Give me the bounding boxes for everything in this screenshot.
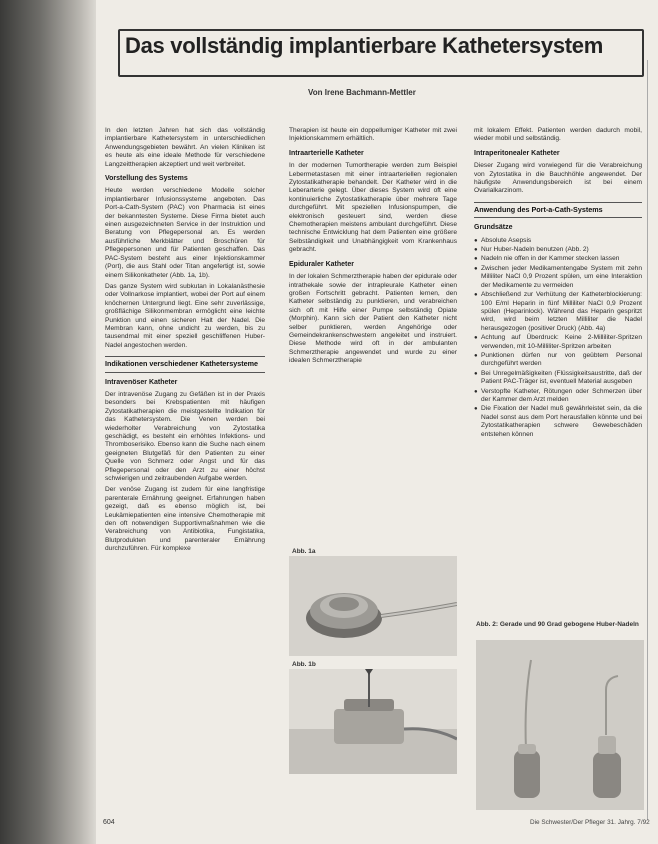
- list-item: ● Nadeln nie offen in der Kammer stecken lassen: [474, 255, 642, 263]
- port-chamber-image: [289, 556, 457, 656]
- article-author: Von Irene Bachmann-Mettler: [308, 88, 416, 97]
- paragraph: Therapien ist heute ein doppellumiger Katheter mit zwei Injektionskammern erhältlich.: [289, 127, 457, 143]
- heading-intravenoes: Intravenöser Katheter: [105, 378, 178, 386]
- figure-2-caption: Abb. 2: Gerade und 90 Grad gebogene Huber-Nadeln: [476, 621, 639, 628]
- paragraph: Der venöse Zugang ist zudem für eine langfristige parenterale Ernährung geeignet. Erfahrungen haben gezeigt, daß es ebenso möglich ist, bei Leukämiepatienten eine intensive Chemotherapie mit den oft notwendigen Supportivmaßnahmen wie die Verabreichung von Antibiotika, Fungistatika, Blutprodukten und parenteraler Ernährung durchzuführen. Für komplexe: [105, 486, 265, 553]
- paragraph: In der modernen Tumortherapie werden zum Beispiel Lebermetastasen mit einer intraarteriellen regionalen Zytostatikatherapie behandelt. Der Katheter wird in die Leberarterie gelegt. Über dieses System wird oft eine kontinuierliche Zytostatikatherapie über mehrere Tage durchgeführt. Mit speziellen Infusionspumpen, die elektronisch gesteuert sind, werden diese Chemotherapien meistens ambulant durchgeführt. Diese technische Entwicklung hat dem Patienten eine größere Selbständigkeit und Unabhängigkeit vom Krankenhaus gebracht.: [289, 162, 457, 254]
- figure-1b-caption: Abb. 1b: [292, 661, 316, 668]
- list-item: ● Verstopfte Katheter, Rötungen oder Schmerzen über der Kammer dem Arzt melden: [474, 388, 642, 405]
- implant-diagram-image: [289, 669, 457, 774]
- principles-list: [474, 237, 642, 439]
- column-1: [105, 127, 265, 557]
- figure-1a-port-photo: [289, 556, 457, 656]
- figure-2-needles-photo: [476, 640, 644, 810]
- list-item: ● Zwischen jeder Medikamentengabe System mit zehn Milliliter NaCl 0,9 Prozent spülen, um eine Interaktion der Medikamente zu vermeiden: [474, 265, 642, 290]
- figure-1a-caption: Abb. 1a: [292, 548, 316, 555]
- heading-grundsaetze: Grundsätze: [474, 224, 513, 232]
- heading-epidural: Epiduraler Katheter: [289, 260, 354, 268]
- list-item: ● Nur Huber-Nadeln benutzen (Abb. 2): [474, 246, 642, 254]
- list-item: ● Die Fixation der Nadel muß gewährleistet sein, da die Nadel sonst aus dem Port herausfallen könnte und bei Zytostatikatherapien schwere Gewebeschäden entstehen können: [474, 405, 642, 439]
- intro-paragraph: In den letzten Jahren hat sich das vollständig implantierbare Kathetersystem in unterschiedlichen Anwendungsgebieten bewährt. An vielen Kliniken ist es heute als eine ideale Methode für verschiedene Langzeittherapien akzeptiert und weit verbreitet.: [105, 127, 265, 168]
- list-item: ● Absolute Asepsis: [474, 237, 642, 245]
- column-2: [289, 127, 457, 369]
- list-item: ● Abschließend zur Verhütung der Katheterblockierung: 100 E/ml Heparin in fünf Milliliter NaCl 0,9 Prozent spülen (Heparinlock). Während das Heparin gespritzt wird, wird beim letzten Milliliter die Nadel herausgezogen (positiver Druck) (Abb. 4a): [474, 291, 642, 333]
- paragraph: mit lokalem Effekt. Patienten werden dadurch mobil, wieder mobil und selbständig.: [474, 127, 642, 143]
- article-title: Das vollständig implantierbare Kathetersystem: [125, 33, 603, 58]
- list-item: ● Punktionen dürfen nur von geübtem Personal durchgeführt werden: [474, 352, 642, 369]
- list-item: ● Achtung auf Überdruck: Keine 2-Milliliter-Spritzen verwenden, mit 10-Milliliter-Spritzen arbeiten: [474, 334, 642, 351]
- heading-vorstellung: Vorstellung des Systems: [105, 175, 188, 183]
- heading-anwendung: Anwendung des Port-a-Cath-Systems: [474, 202, 642, 218]
- list-item: ● Bei Unregelmäßigkeiten (Flüssigkeitsaustritte, daß der Patient PAC-Träger ist, eventuell Material ausgeben: [474, 370, 642, 387]
- paragraph: In der lokalen Schmerztherapie haben der epidurale oder intrathekale sowie der intrapleurale Katheter einen großen Fortschritt gebracht. Patienten lernen, den Katheter selbständig zu punktieren, und verabreichen sich oft mit Hilfe einer Pumpe selbständig Opiate (Morphin). Kann sich der Patient den Katheter nicht selber punktieren, werden Angehörige oder Gemeindekrankenschwestern angeleitet und instruiert. Diese Methode wird oft in der ambulanten Schmerztherapie angewendet und wurde zu einer idealen Schmerztherapie: [289, 273, 457, 365]
- paragraph: Das ganze System wird subkutan in Lokalanästhesie oder Vollnarkose implantiert, wobei der Port auf einem knöchernen Untergrund liegt. Eine sehr zuverlässige, großflächige Silikonmembran ermöglicht eine leichte Punktion und einen sicheren Halt der Nadel. Die Membran kann, ohne undicht zu werden, bis zu tausendmal mit einer speziell geschliffenen Huber-Nadel angestochen werden.: [105, 282, 265, 349]
- paragraph: Der intravenöse Zugang zu Gefäßen ist in der Praxis besonders bei Krebspatienten mit häufigen Zytostatikatherapien die meistgestellte Indikation für das Kathetersystem. Die Venen werden bei wiederholter Verabreichung von Zytostatika geschädigt, es besteht ein erhöhtes Infektions- und Thromboserisiko. Ebenso kann die Suche nach einem geeigneten Blutgefäß für den Patienten zu einer Quelle von Schmerz oder Angst und für das Pflegepersonal oder den Arzt zu einer höchst schwierigen und zeitraubenden Aufgabe werden.: [105, 390, 265, 483]
- binding-shadow: [0, 0, 102, 844]
- page-edge-line: [647, 60, 648, 820]
- column-3: [474, 127, 642, 440]
- paragraph: Heute werden verschiedene Modelle solcher implantierbarer Infusionssysteme angeboten. Das Port-a-Cath-System (PAC) von Pharmacia ist eines der bekanntesten Systeme. Diese Firma bietet auch einen ausgezeichneten Service in der Instruktion und Beratung von Pflegepersonal an. Es werden ausführliche Merkblätter und Broschüren für Pflegepersonen und für Patienten geschaffen. Das PAC-System besteht aus einer Injektionskammer (Port), die aus Stahl oder Titan angefertigt ist, sowie einem Silikonkatheter (Abb. 1a, 1b).: [105, 187, 265, 279]
- heading-intraarteriell: Intraarterielle Katheter: [289, 149, 364, 157]
- page-number: 604: [103, 819, 115, 826]
- heading-intraperitoneal: Intraperitonealer Katheter: [474, 149, 560, 157]
- figure-1b-diagram: [289, 669, 457, 774]
- huber-needles-image: [476, 640, 644, 810]
- heading-indikationen: Indikationen verschiedener Kathetersysteme: [105, 356, 265, 372]
- paragraph: Dieser Zugang wird vorwiegend für die Verabreichung von Zytostatika in die Bauchhöhle angewendet. Der häufigste Anwendungsbereich ist bei einem Ovarialkarzinom.: [474, 162, 642, 195]
- journal-source: Die Schwester/Der Pfleger 31. Jahrg. 7/92: [530, 819, 650, 826]
